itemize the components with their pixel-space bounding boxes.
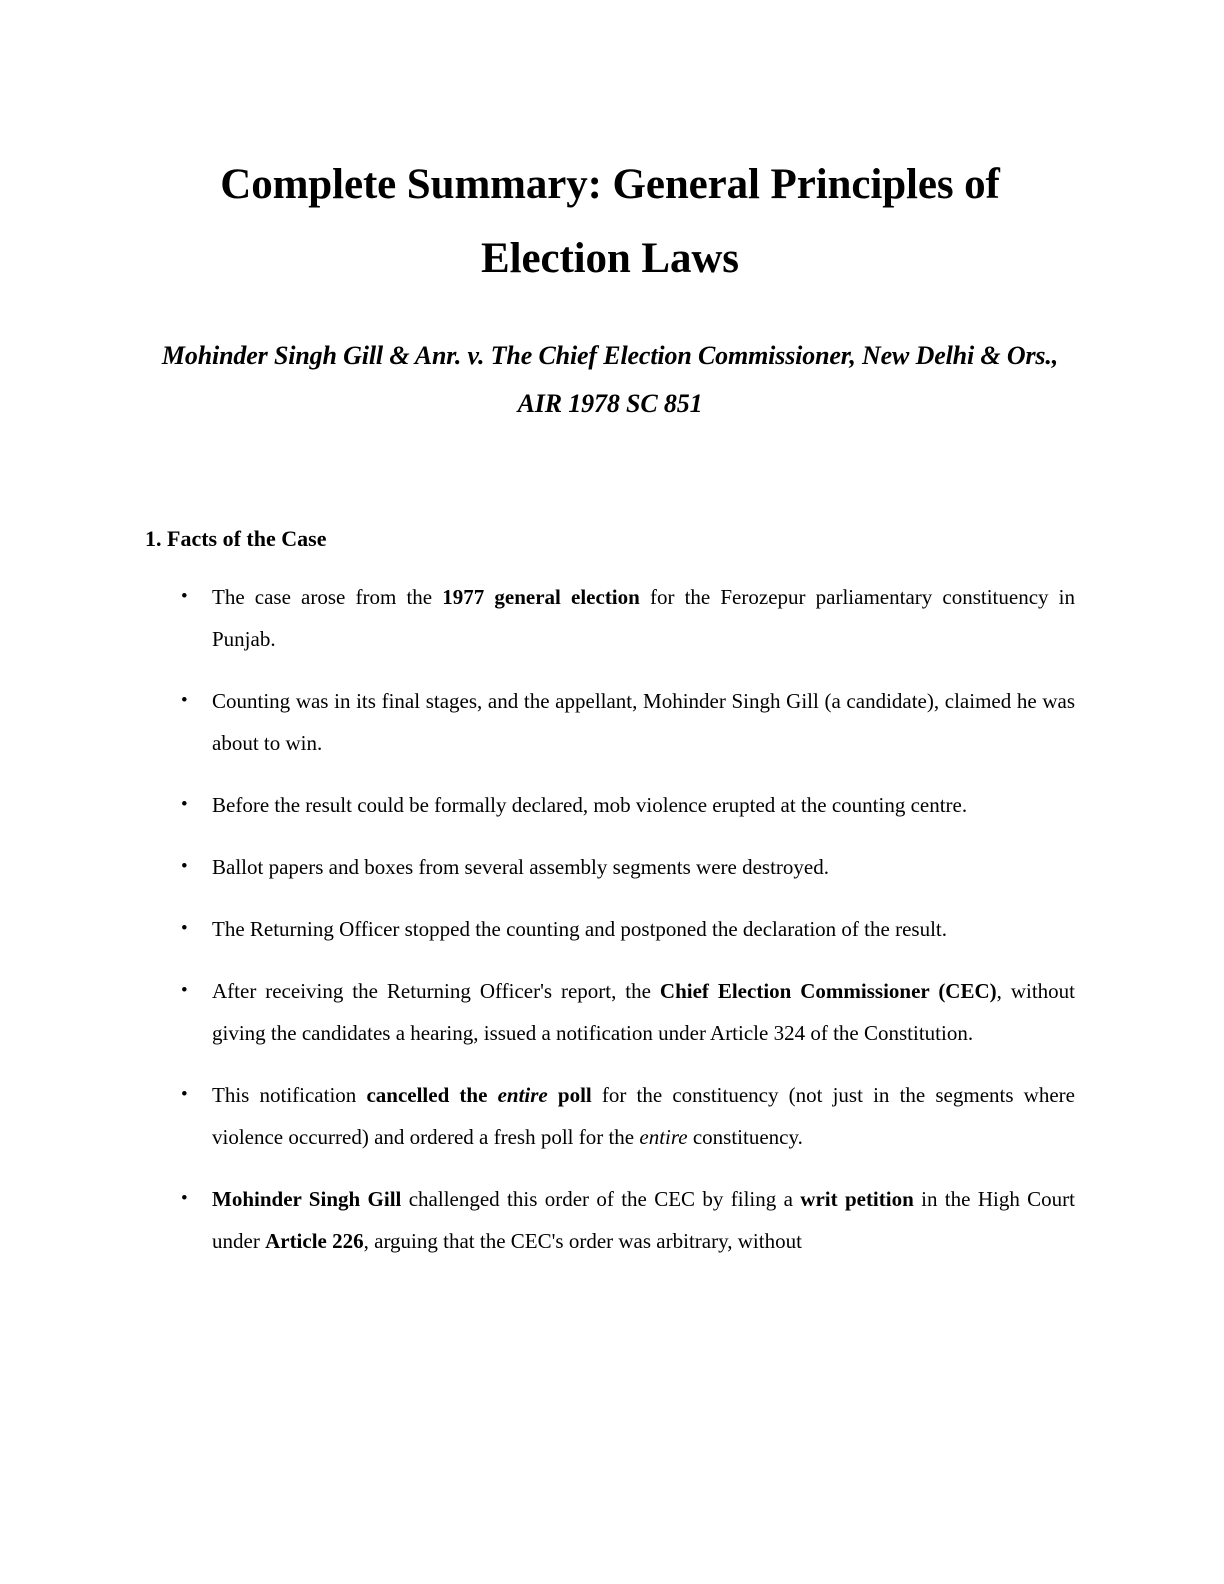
list-item bbox=[145, 1178, 1075, 1262]
list-item-text: • The Returning Officer stopped the counting and postponed the declaration of the result. bbox=[212, 917, 947, 941]
list-item bbox=[145, 1074, 1075, 1158]
list-item-text: • This notification cancelled the entire poll for the constituency (not just in the segments where violence occurred) and ordered a fresh poll for the entire constituency. bbox=[212, 1083, 1075, 1149]
list-item bbox=[145, 784, 1075, 826]
list-item-text: • Counting was in its final stages, and the appellant, Mohinder Singh Gill (a candidate), claimed he was about to win. bbox=[212, 689, 1075, 755]
list-item bbox=[145, 846, 1075, 888]
list-item bbox=[145, 970, 1075, 1054]
case-citation-subtitle: Mohinder Singh Gill & Anr. v. The Chief Election Commissioner, New Delhi & Ors., AIR 1978 SC 851 bbox=[161, 341, 1059, 418]
section-heading-facts-of-the-case: 1. Facts of the Case bbox=[145, 526, 327, 551]
facts-bullet-list bbox=[145, 554, 1075, 1262]
list-item-text: • After receiving the Returning Officer's report, the Chief Election Commissioner (CEC), without giving the candidates a hearing, issued a notification under Article 324 of the Constitution. bbox=[212, 979, 1075, 1045]
list-item bbox=[145, 908, 1075, 950]
list-item bbox=[145, 680, 1075, 764]
list-item-text: • The case arose from the 1977 general election for the Ferozepur parliamentary constituency in Punjab. bbox=[212, 585, 1075, 651]
list-item-text: • Before the result could be formally declared, mob violence erupted at the counting centre. bbox=[212, 793, 968, 817]
document-content bbox=[145, 0, 1075, 1262]
page-title: Complete Summary: General Principles of Election Laws bbox=[220, 161, 1000, 282]
list-item bbox=[145, 576, 1075, 660]
list-item-text: • Ballot papers and boxes from several assembly segments were destroyed. bbox=[212, 855, 829, 879]
list-item-text: • Mohinder Singh Gill challenged this order of the CEC by filing a writ petition in the High Court under Article 226, arguing that the CEC's order was arbitrary, without bbox=[212, 1187, 1075, 1253]
